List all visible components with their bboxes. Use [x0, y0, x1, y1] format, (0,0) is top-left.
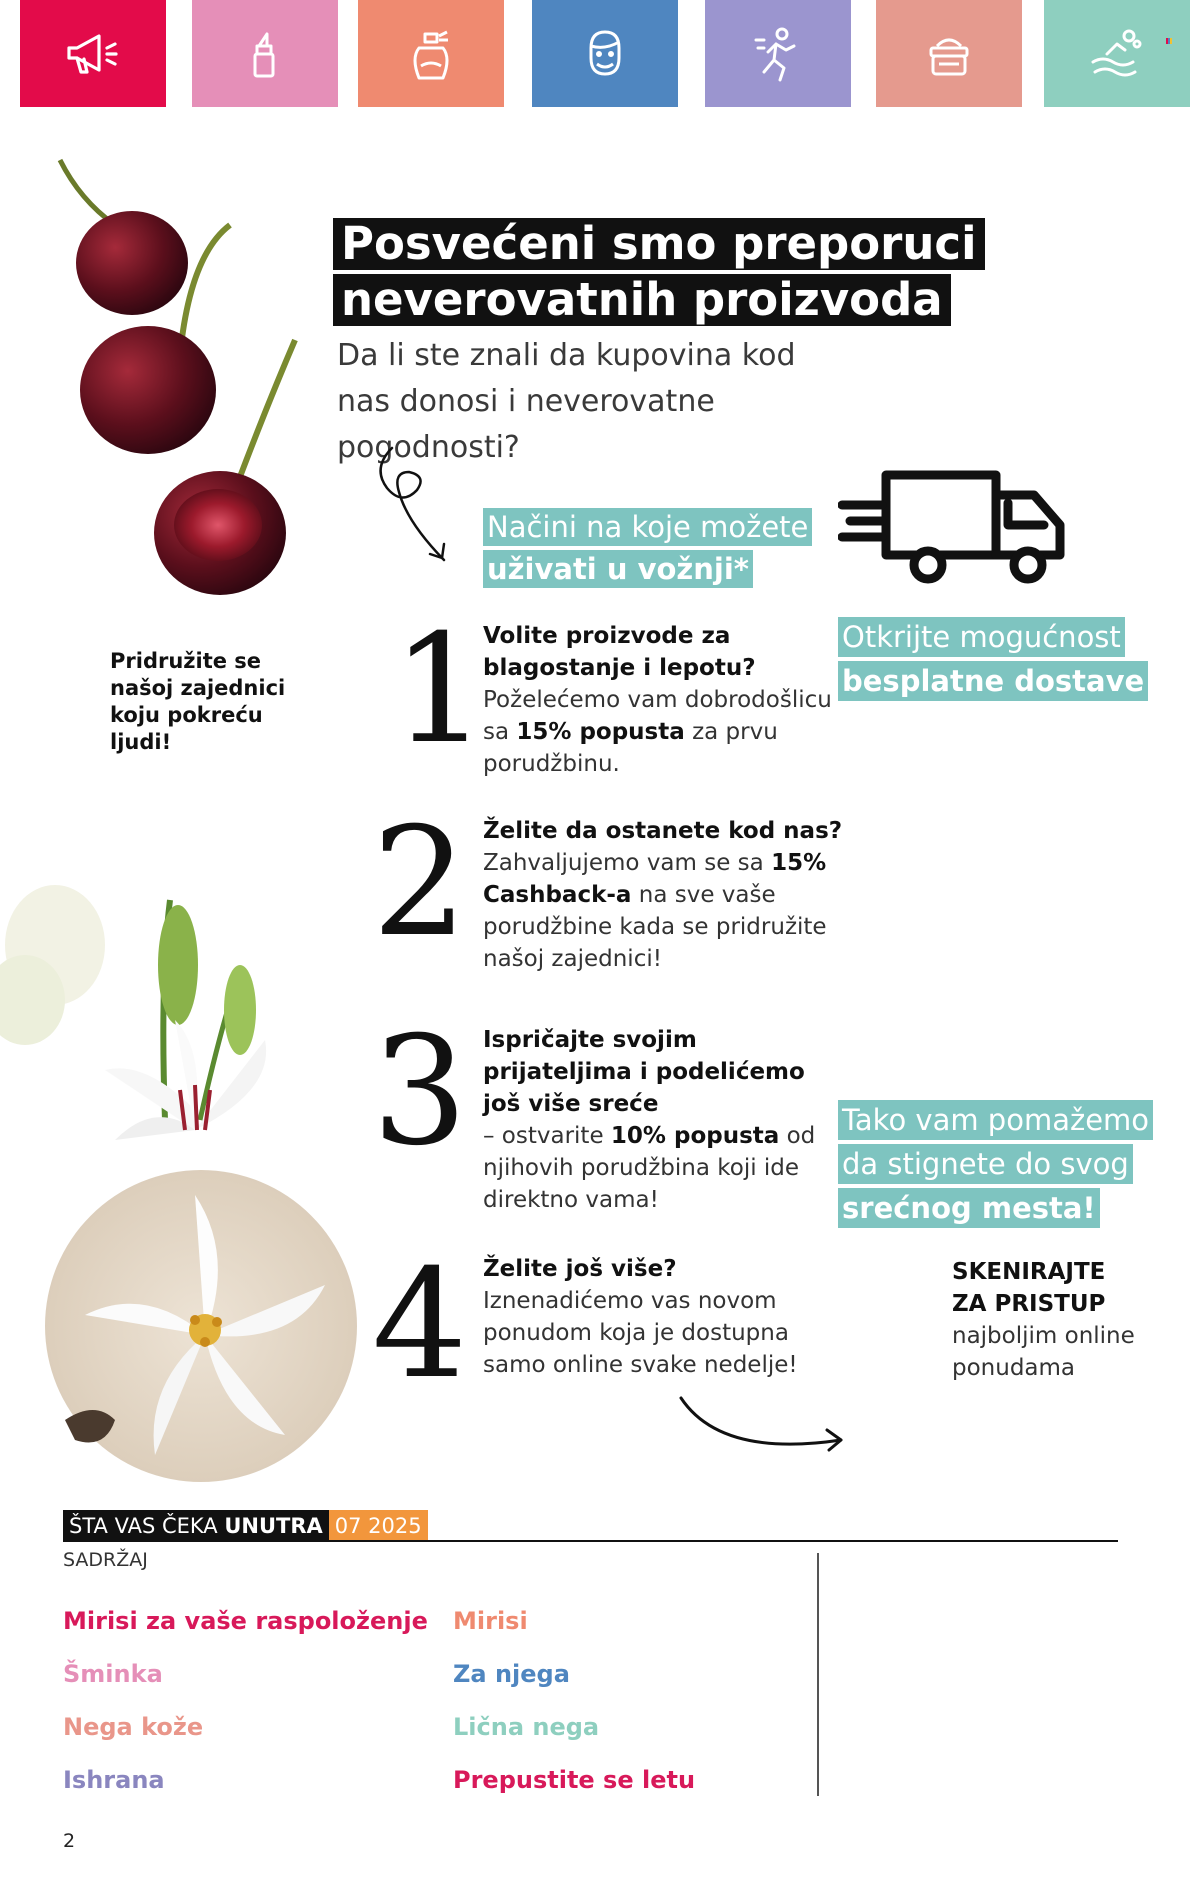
toc-header: [63, 1510, 428, 1542]
perfume-icon: [399, 22, 463, 86]
delivery-line-2: besplatne dostave: [838, 661, 1148, 701]
delivery-line-1: Otkrijte mogućnost: [838, 617, 1125, 657]
man-face-icon: [573, 22, 637, 86]
step-1: [483, 620, 843, 780]
toc-divider: [63, 1540, 1118, 1542]
help-line-2: da stignete do svog: [838, 1144, 1133, 1184]
step-2-text-end: na sve vaše porudžbine kada se pridružite našoj zajednici!: [483, 882, 827, 972]
tab-for-him[interactable]: [532, 0, 678, 107]
toc-column-divider: [817, 1553, 819, 1796]
step-3-text: – ostvarite: [483, 1123, 611, 1149]
help-line-3: srećnog mesta!: [838, 1188, 1100, 1228]
ways-line-2: uživati u vožnji*: [483, 550, 753, 588]
cream-jar-icon: [917, 22, 981, 86]
step-4-title: Želite još više?: [483, 1256, 677, 1282]
scan-title-1: SKENIRAJTE: [952, 1259, 1106, 1285]
scan-block: [952, 1256, 1172, 1384]
delivery-truck-icon: [838, 465, 1070, 595]
step-1-title: Volite proizvode za blagostanje i lepotu?: [483, 623, 756, 681]
tab-skincare[interactable]: [876, 0, 1022, 107]
toc-item-4[interactable]: Ishrana: [63, 1766, 165, 1794]
tab-fragrances[interactable]: [358, 0, 504, 107]
ways-label: [483, 508, 812, 592]
intro-text: Da li ste znali da kupovina kod nas donosi i neverovatne pogodnosti?: [337, 338, 796, 465]
toc-label: ŠTA VAS ČEKA UNUTRA: [63, 1510, 329, 1542]
step-2-title: Želite da ostanete kod nas?: [483, 818, 843, 844]
step-1-text-end: za prvu porudžbinu.: [483, 719, 778, 777]
community-text: Pridružite se našoj zajednici koju pokreću ljudi!: [110, 649, 286, 754]
cherries-image: [40, 155, 310, 605]
tab-news[interactable]: [20, 0, 166, 107]
heading-line-2: neverovatnih proizvoda: [333, 274, 951, 326]
curly-arrow-icon: [370, 440, 460, 570]
arrow-right-icon: [675, 1390, 855, 1460]
category-tabs: [20, 0, 1180, 107]
toc-item-7[interactable]: Lična nega: [453, 1713, 600, 1741]
page-number: 2: [63, 1830, 76, 1852]
running-person-icon: [746, 22, 810, 86]
toc-item-5[interactable]: Mirisi: [453, 1607, 528, 1635]
step-2: [483, 815, 843, 975]
step-number-1: 1: [392, 603, 488, 777]
bath-icon: [1085, 22, 1149, 86]
step-number-4: 4: [372, 1238, 468, 1412]
ways-line-1: Načini na koje možete: [483, 508, 812, 546]
step-number-3: 3: [372, 1005, 468, 1179]
tab-makeup[interactable]: [192, 0, 338, 107]
toc-item-3[interactable]: Nega kože: [63, 1713, 204, 1741]
step-3-title: Ispričajte svojim prijateljima i podelićemo još više sreće: [483, 1027, 805, 1117]
step-number-2: 2: [372, 796, 468, 970]
issue-badge: 07 2025: [329, 1510, 428, 1542]
step-3: [483, 1024, 843, 1216]
toc-subtitle: SADRŽAJ: [63, 1549, 148, 1571]
help-label: [838, 1100, 1153, 1232]
toc-item-2[interactable]: Šminka: [63, 1660, 163, 1688]
step-4-text: Iznenadićemo vas novom ponudom koja je dostupna samo online svake nedelje!: [483, 1288, 798, 1378]
lily-flower-image: [0, 860, 320, 1190]
step-3-text-end: od njihovih porudžbina koji ide direktno vama!: [483, 1123, 816, 1213]
step-3-highlight: 10% popusta: [610, 1123, 780, 1149]
lipstick-icon: [233, 22, 297, 86]
tab-personal-care[interactable]: [1044, 0, 1190, 107]
tab-wellness[interactable]: [705, 0, 851, 107]
toc-item-8[interactable]: Prepustite se letu: [453, 1766, 696, 1794]
toc-item-6[interactable]: Za njega: [453, 1660, 570, 1688]
step-4: [483, 1253, 843, 1381]
step-2-highlight: 15% Cashback-a: [483, 850, 827, 908]
scan-title-2: ZA PRISTUP: [952, 1291, 1106, 1317]
scan-text: najboljim online ponudama: [952, 1323, 1135, 1381]
step-1-text: Poželećemo vam dobrodošlicu sa: [483, 687, 832, 745]
color-marker: [1166, 38, 1172, 44]
help-line-1: Tako vam pomažemo: [838, 1100, 1153, 1140]
heading-line-1: Posvećeni smo preporuci: [333, 218, 985, 270]
toc-item-1[interactable]: Mirisi za vaše raspoloženje: [63, 1607, 428, 1635]
step-1-highlight: 15% popusta: [516, 719, 685, 745]
megaphone-icon: [61, 22, 125, 86]
step-2-text: Zahvaljujemo vam se sa: [483, 850, 772, 876]
lily-circle-photo: [45, 1170, 357, 1482]
delivery-label: [838, 617, 1148, 705]
